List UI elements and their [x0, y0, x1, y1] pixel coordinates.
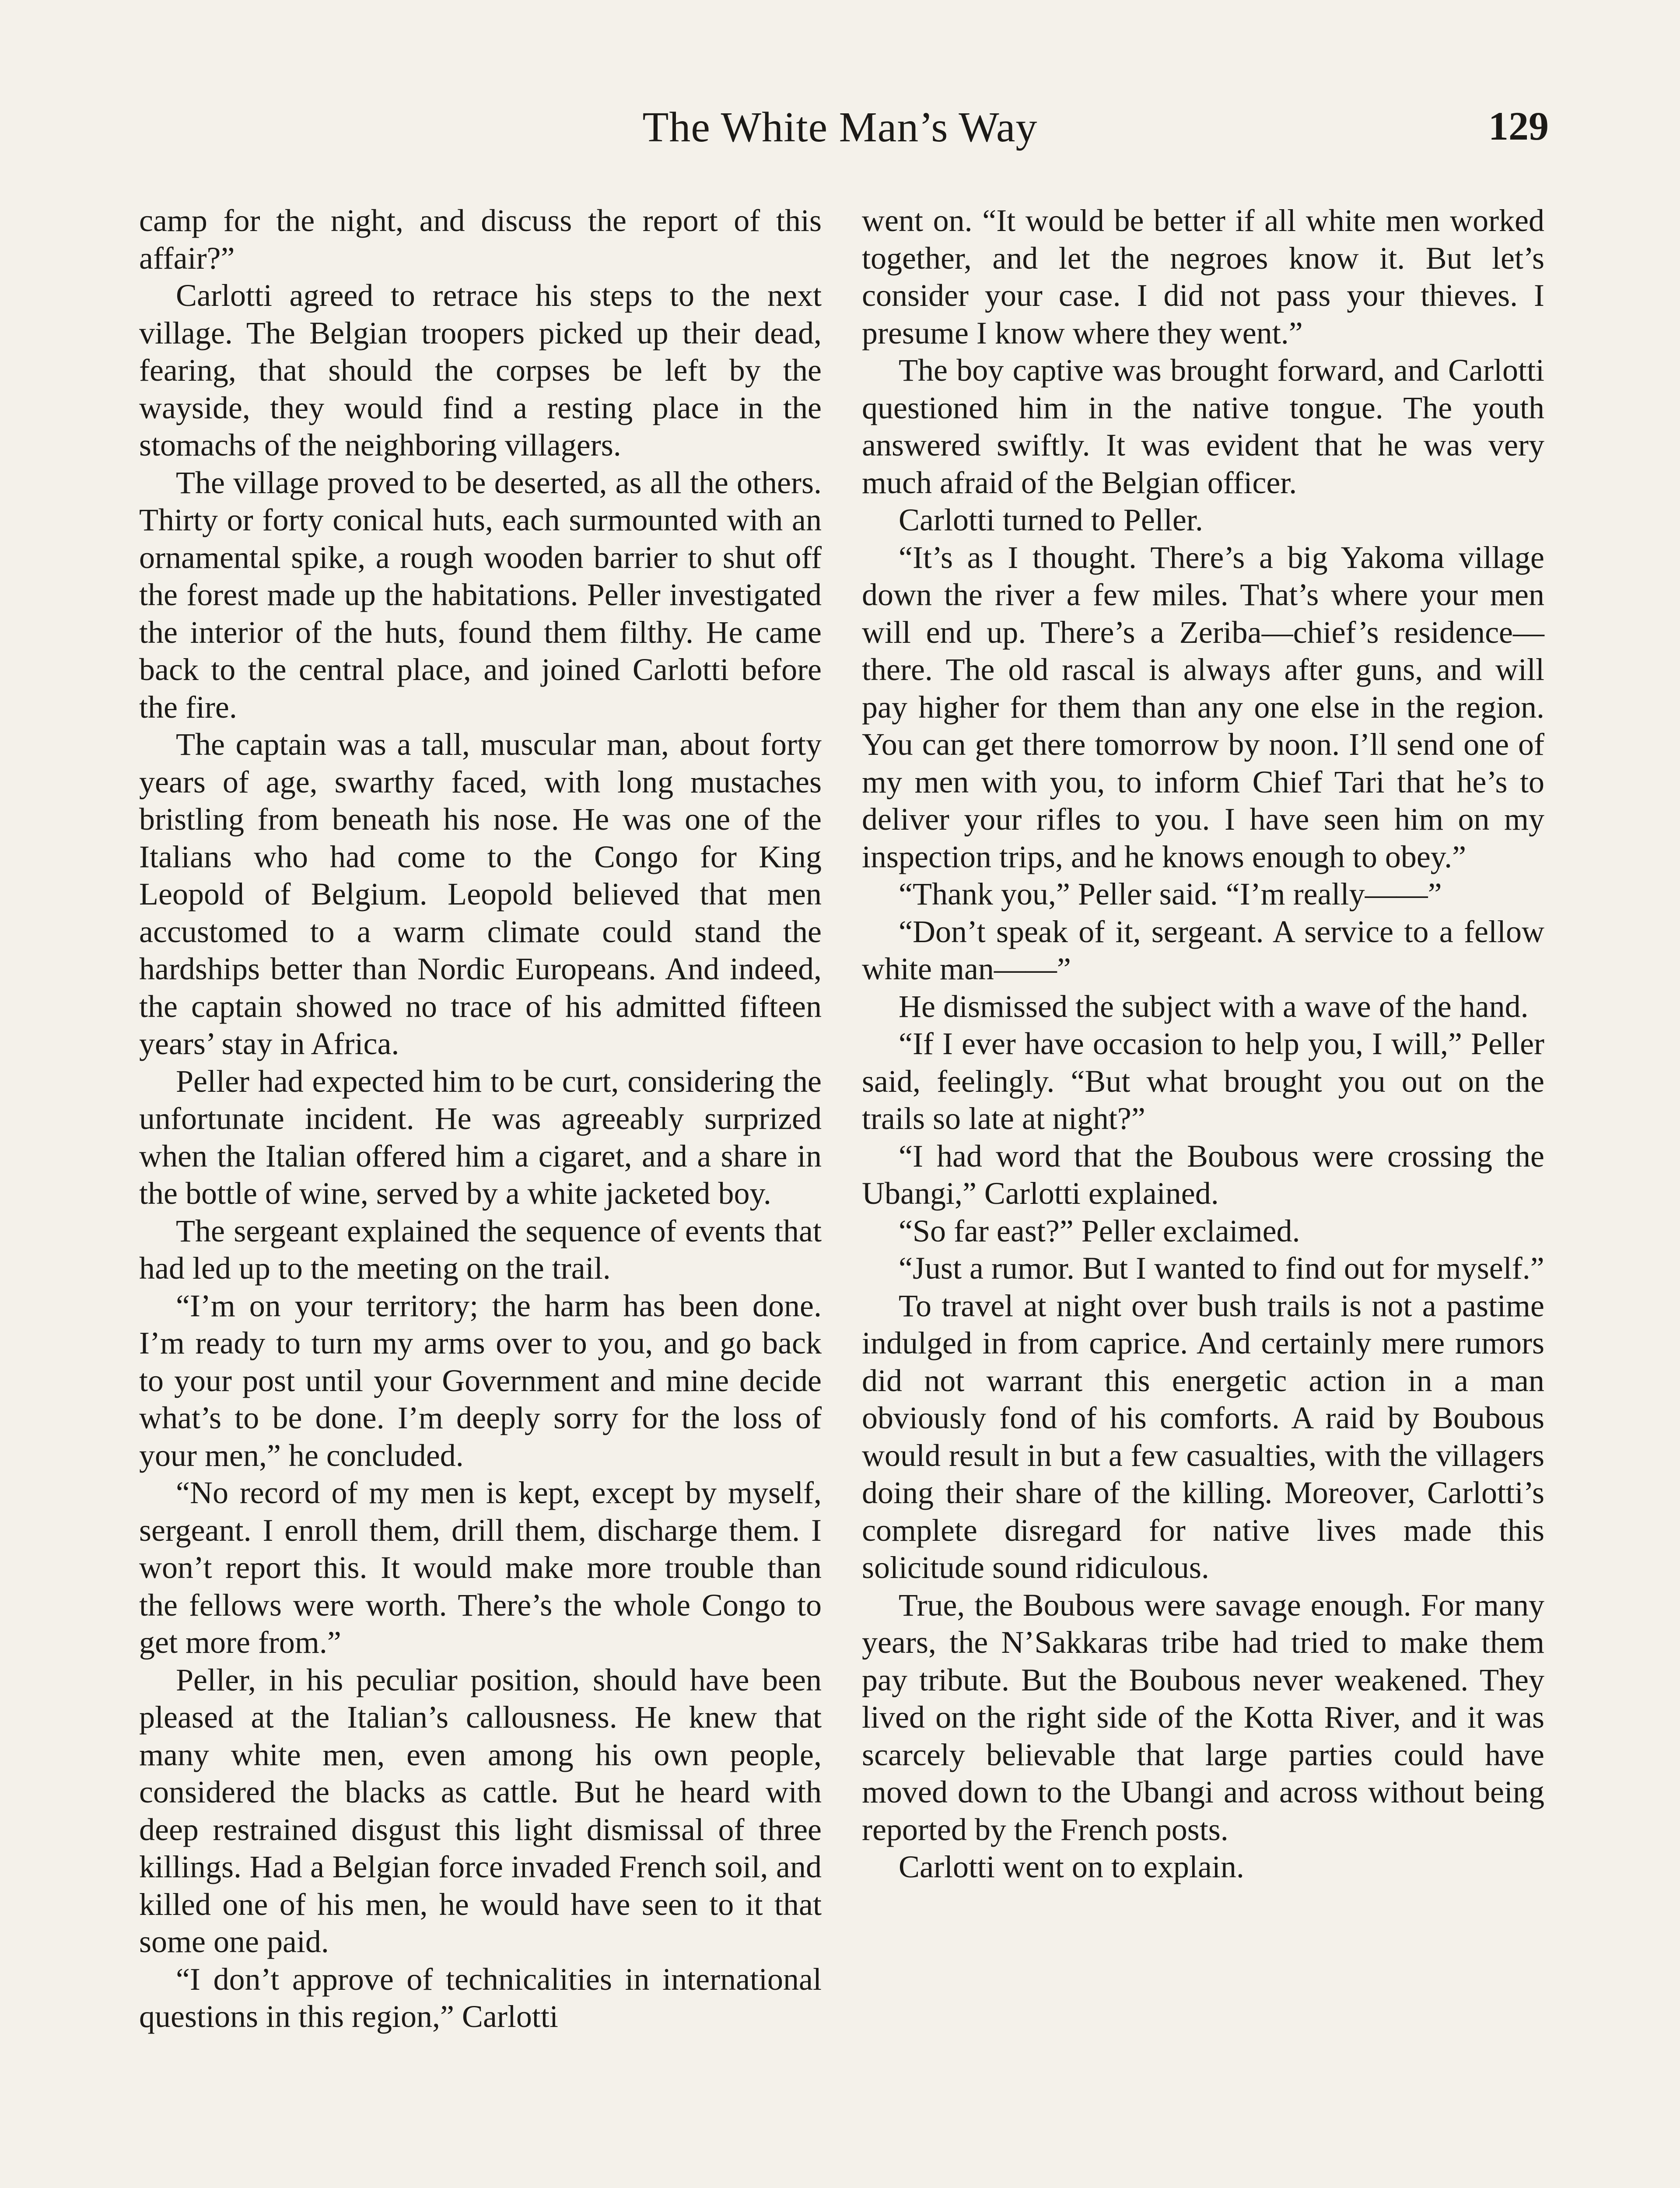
paragraph: Carlotti agreed to retrace his steps to the next village. The Belgian troopers picked up their dead, fearing, that should the corpses be left by the wayside, they would find a resting place in the stomachs of the neighboring villagers.: [139, 278, 822, 463]
paragraph: The boy captive was brought forward, and Carlotti questioned him in the native tongue. The youth answered swiftly. It was evident that he was very much afraid of the Belgian officer.: [862, 353, 1544, 500]
paragraph: “No record of my men is kept, except by myself, sergeant. I enroll them, drill them, discharge them. I won’t report this. It would make more trouble than the fellows were worth. There’s the whole Congo to get more from.”: [139, 1475, 822, 1660]
paragraph: True, the Boubous were savage enough. For many years, the N’Sakkaras tribe had tried to make them pay tribute. But the Boubous never weakened. They lived on the right side of the Kotta River, and it was scarcely believable that large parties could have moved down to the Ubangi and across without being reported by the French posts.: [862, 1587, 1544, 1847]
paragraph: “Don’t speak of it, sergeant. A service to a fellow white man——”: [862, 914, 1544, 986]
paragraph: went on. “It would be better if all white men worked together, and let the negroes know it. But let’s consider your case. I did not pass your thieves. I presume I know where they went.”: [862, 203, 1544, 351]
running-title: The White Man’s Way: [642, 104, 1038, 151]
paragraph: “If I ever have occasion to help you, I will,” Peller said, feelingly. “But what brought you out on the trails so late at night?”: [862, 1026, 1544, 1136]
paragraph: The sergeant explained the sequence of events that had led up to the meeting on the trail.: [139, 1213, 822, 1286]
right-column: [862, 202, 1544, 1886]
paragraph: The captain was a tall, muscular man, about forty years of age, swarthy faced, with long mustaches bristling from beneath his nose. He was one of the Italians who had come to the Congo for King Leopold of Belgium. Leopold believed that men accustomed to a warm climate could stand the hardships better than Nordic Europeans. And indeed, the captain showed no trace of his admitted fifteen years’ stay in Africa.: [139, 727, 822, 1061]
paragraph: The village proved to be deserted, as all the others. Thirty or forty conical huts, each surmounted with an ornamental spike, a rough wooden barrier to shut off the forest made up the habitations. Peller investigated the interior of the huts, found them filthy. He came back to the central place, and joined Carlotti before the fire.: [139, 465, 822, 725]
paragraph: Carlotti went on to explain.: [899, 1849, 1244, 1884]
paragraph: “Thank you,” Peller said. “I’m really——”: [899, 877, 1442, 912]
paragraph: Carlotti turned to Peller.: [899, 502, 1203, 537]
paragraph: camp for the night, and discuss the report of this affair?”: [139, 203, 822, 276]
paragraph: Peller, in his peculiar position, should have been pleased at the Italian’s callousness. He knew that many white men, even among his own people, considered the blacks as cattle. But he heard with deep restrained disgust this light dismissal of three killings. Had a Belgian force invaded French soil, and killed one of his men, he would have seen to it that some one paid.: [139, 1662, 822, 1959]
paragraph: To travel at night over bush trails is not a pastime indulged in from caprice. And certainly mere rumors did not warrant this energetic action in a man obviously fond of his comforts. A raid by Boubous would result in but a few casualties, with the villagers doing their share of the killing. Moreover, Carlotti’s complete disregard for native lives made this solicitude sound ridiculous.: [862, 1288, 1544, 1585]
paragraph: “I’m on your territory; the harm has been done. I’m ready to turn my arms over to you, and go back to your post until your Government and mine decide what’s to be done. I’m deeply sorry for the loss of your men,” he concluded.: [139, 1288, 822, 1473]
paragraph: “Just a rumor. But I wanted to find out for myself.”: [899, 1251, 1544, 1286]
paragraph: “I had word that the Boubous were crossing the Ubangi,” Carlotti explained.: [862, 1138, 1544, 1211]
page-number: 129: [1488, 104, 1549, 148]
paragraph: “So far east?” Peller exclaimed.: [899, 1213, 1300, 1248]
paragraph: “I don’t approve of technicalities in international questions in this region,” Carlotti: [139, 1961, 822, 2034]
left-column: [139, 202, 822, 2036]
paragraph: “It’s as I thought. There’s a big Yakoma village down the river a few miles. That’s where your men will end up. There’s a Zeriba—chief’s residence—there. The old rascal is always after guns, and will pay higher for them than any one else in the region. You can get there tomorrow by noon. I’ll send one of my men with you, to inform Chief Tari that he’s to deliver your rifles to you. I have seen him on my inspection trips, and he knows enough to obey.”: [862, 540, 1544, 874]
page-header: [0, 103, 1680, 155]
paragraph: He dismissed the subject with a wave of the hand.: [899, 989, 1529, 1024]
paragraph: Peller had expected him to be curt, considering the unfortunate incident. He was agreeably surprized when the Italian offered him a cigaret, and a share in the bottle of wine, served by a white jacketed boy.: [139, 1063, 822, 1211]
